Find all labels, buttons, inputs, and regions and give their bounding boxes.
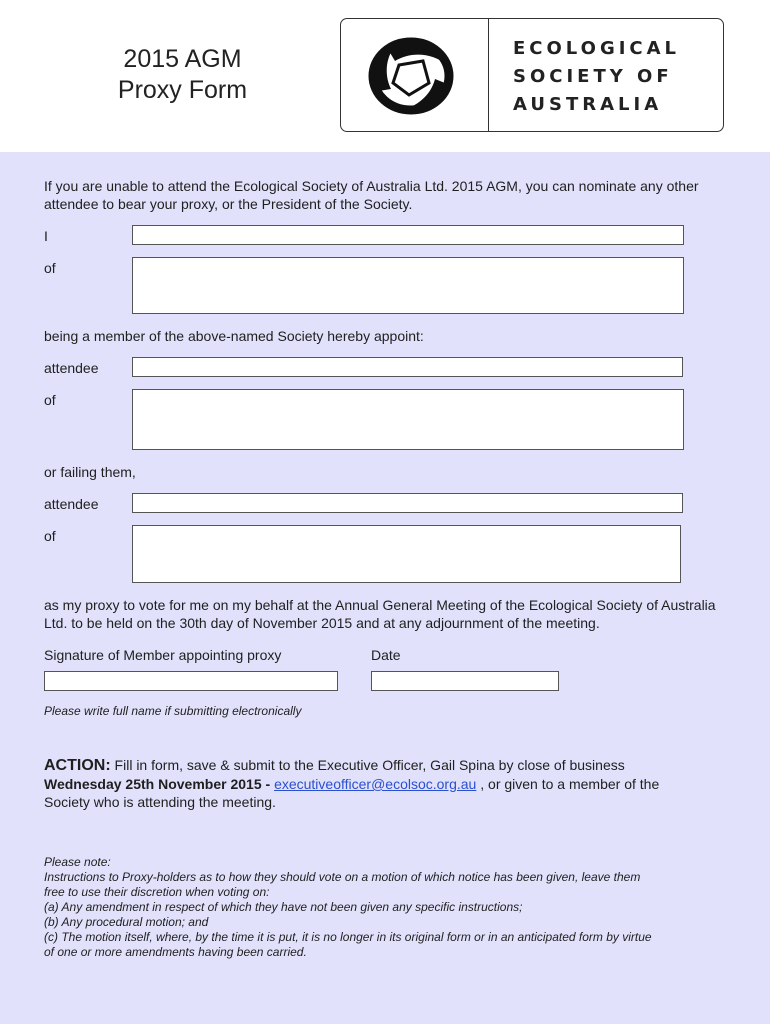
action-instructions: Fill in form, save & submit to the Executive Officer, Gail Spina by close of business (114, 757, 625, 773)
action-deadline: Wednesday 25th November 2015 - (44, 776, 271, 792)
proxy-notes (44, 855, 744, 960)
attendee-1-address-field[interactable] (132, 389, 684, 450)
society-logo (340, 18, 724, 132)
label-attendee-2: attendee (44, 496, 99, 512)
attendee-1-name-field[interactable] (132, 357, 683, 377)
notes-line-4: (a) Any amendment in respect of which they have not been given any specific instructions; (44, 900, 523, 914)
action-alt-text: , or given to a member of the (480, 776, 660, 792)
header (0, 0, 770, 152)
notes-line-2: Instructions to Proxy-holders as to how they should vote on a motion of which notice has been given, leave them (44, 870, 641, 884)
failing-text: or failing them, (44, 464, 136, 480)
logo-line-2: SOCIETY OF (513, 66, 673, 87)
signature-field[interactable] (44, 671, 338, 691)
attendee-2-name-field[interactable] (132, 493, 683, 513)
executive-officer-email-link[interactable]: executiveofficer@ecolsoc.org.au (274, 776, 477, 792)
notes-line-7: of one or more amendments having been carried. (44, 945, 307, 959)
date-label: Date (371, 647, 401, 663)
attendee-2-address-field[interactable] (132, 525, 681, 583)
label-attendee-1: attendee (44, 360, 99, 376)
proxy-text: as my proxy to vote for me on my behalf at the Annual General Meeting of the Ecological Society of Australia Ltd. to be held on the 30th day of November 2015 and at any adjournment of the meeting. (44, 597, 716, 631)
member-appoint-text: being a member of the above-named Society hereby appoint: (44, 328, 424, 344)
title-line-1: 2015 AGM (123, 45, 242, 73)
logo-divider (488, 19, 489, 131)
label-attendee-1-of: of (44, 392, 56, 408)
title-line-2: Proxy Form (117, 76, 248, 104)
intro-text: If you are unable to attend the Ecological Society of Australia Ltd. 2015 AGM, you can nominate any other attendee to bear your proxy, or the President of the Society. (44, 178, 699, 212)
signature-label: Signature of Member appointing proxy (44, 647, 282, 663)
label-attendee-2-of: of (44, 528, 56, 544)
electronic-note: Please write full name if submitting electronically (44, 704, 302, 718)
date-field[interactable] (371, 671, 559, 691)
member-name-field[interactable] (132, 225, 684, 245)
action-block (44, 756, 744, 811)
logo-wordmark (513, 35, 713, 119)
notes-line-3: free to use their discretion when voting on: (44, 885, 270, 899)
label-i: I (44, 228, 48, 244)
society-emblem-icon (359, 31, 463, 121)
logo-line-1: ECOLOGICAL (513, 38, 681, 59)
notes-line-6: (c) The motion itself, where, by the time it is put, it is no longer in its original form or in an anticipated form by virtue (44, 930, 652, 944)
notes-line-5: (b) Any procedural motion; and (44, 915, 209, 929)
label-member-of: of (44, 260, 56, 276)
page-title (95, 44, 270, 106)
action-heading: ACTION: (44, 757, 111, 774)
member-address-field[interactable] (132, 257, 684, 314)
action-society-text: Society who is attending the meeting. (44, 794, 276, 810)
notes-line-1: Please note: (44, 855, 111, 869)
logo-line-3: AUSTRALIA (513, 94, 663, 115)
